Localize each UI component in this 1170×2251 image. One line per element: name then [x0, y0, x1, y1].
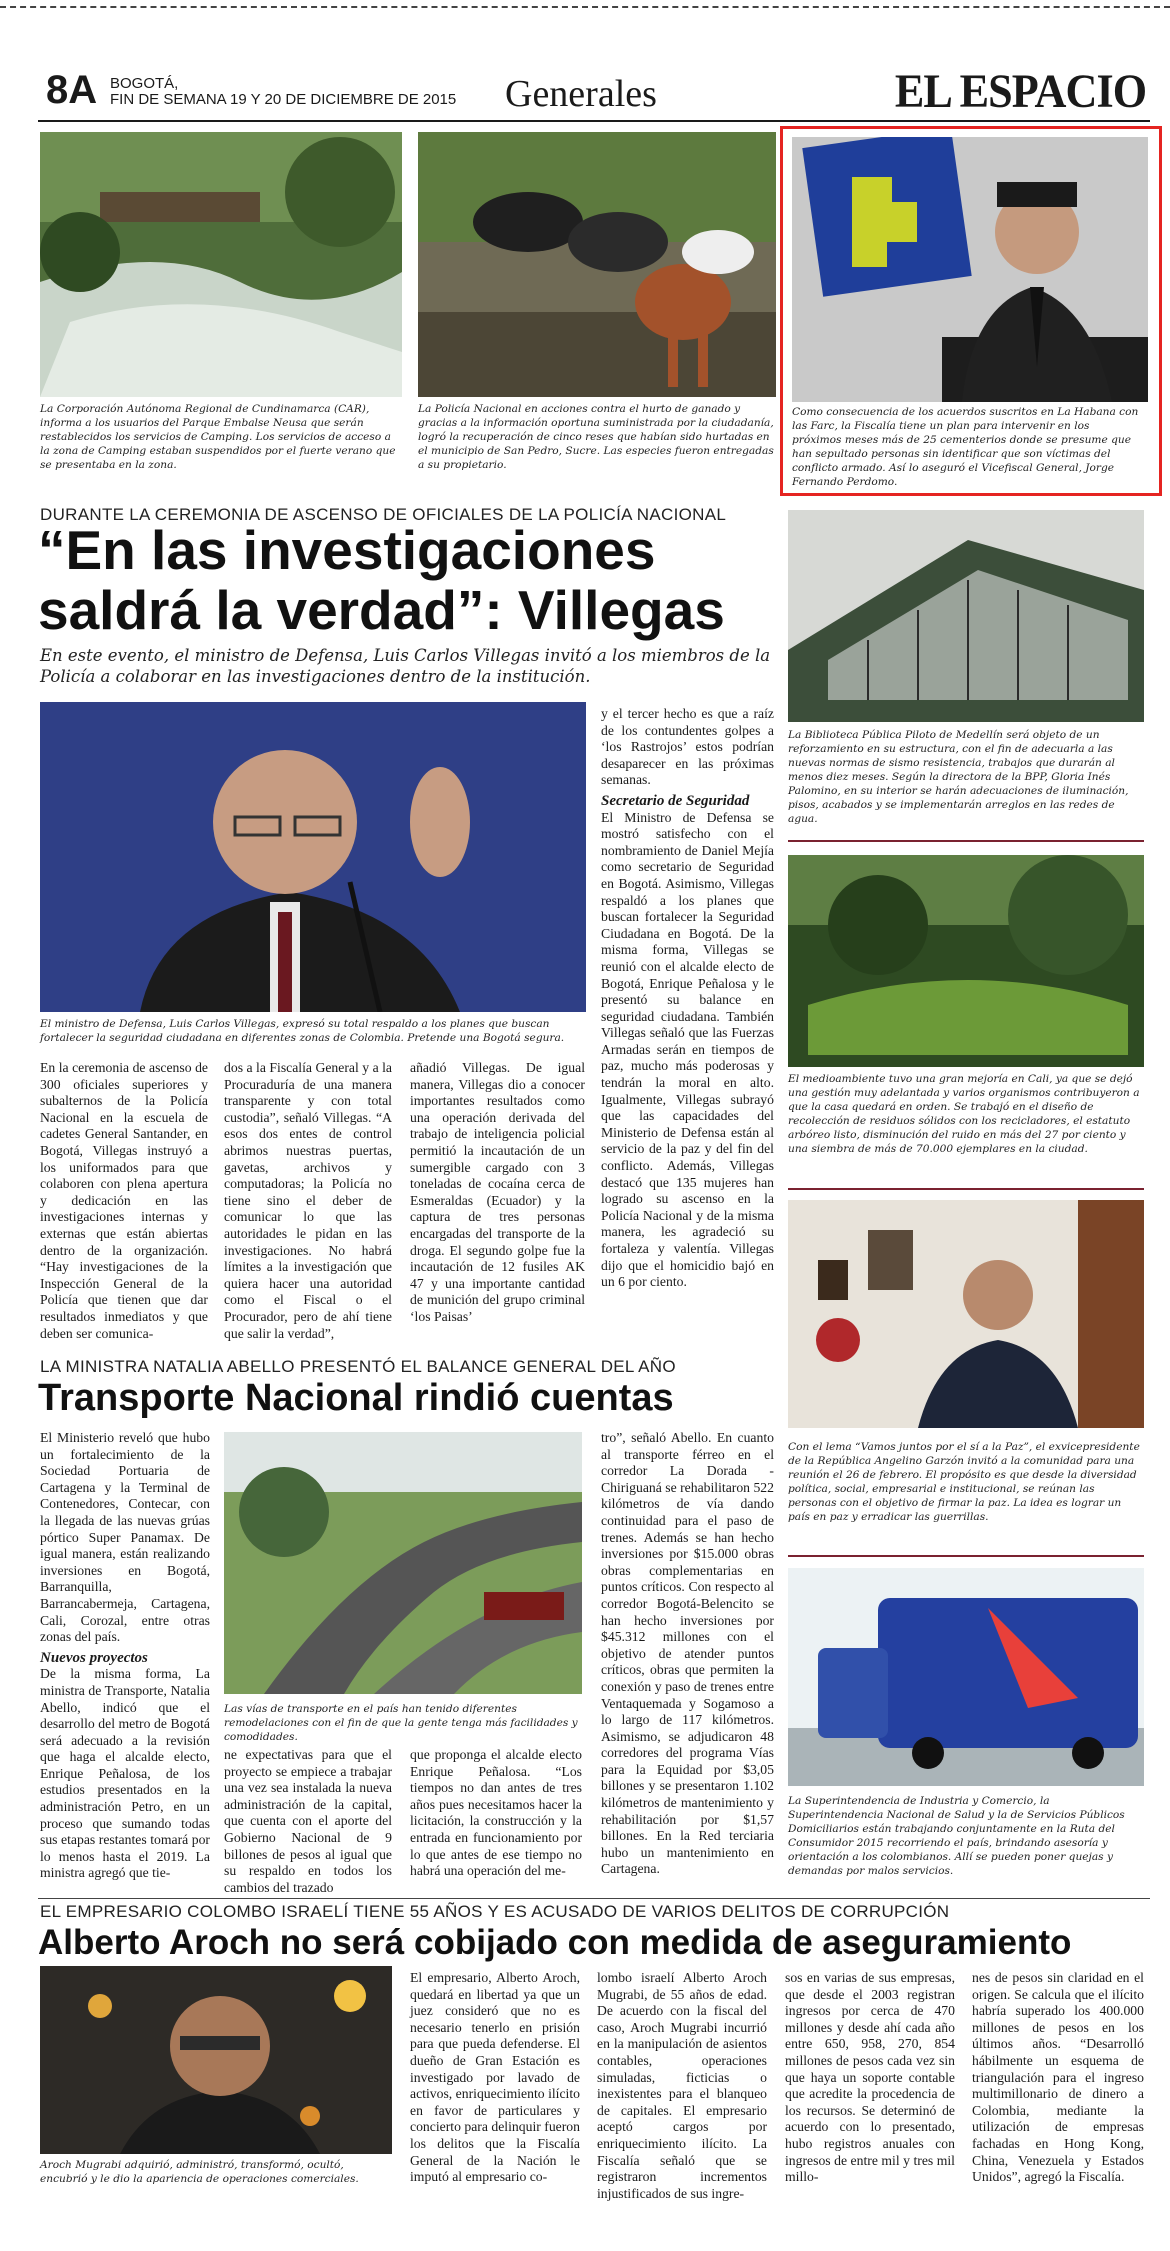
article2-col3: que proponga el alcalde electo Enrique Peñalosa. “Los tiempos no dan antes de tres años pues necesitamos hacer la licitación, la construcción y la entrada en funcionamiento por lo que antes de ese tiempo no habrá una operación del me- [410, 1747, 582, 1879]
photo-aroch [40, 1966, 392, 2154]
article1-col4-body: El Ministro de Defensa se mostró satisfecho con el nombramiento de Daniel Mejía como secretario de Seguridad en Bogotá. Asimismo, Villegas respaldó a los planes que buscan fortalecer la Seguridad Ciudadana en Bogotá. De la misma forma, Villegas se reunió con el alcalde electo de Bogotá, Enrique Peñalosa y le presentó su balance en seguridad ciudadana. También Villegas señaló que las Fuerzas Armadas serán en tiempos de paz, mucho más poderosas y tendrán la moral en alto. Igualmente, Villegas subrayó que las capacidades del Ministerio de Defensa están al servicio de la paz y del fin del conflicto. Además, Villegas destacó que 135 mujeres han logrado su ascenso en la Policía Nacional y de la misma manera, les agradeció su fortaleza y valentía. Villegas dijo que el homicidio bajó en un 6 por ciento. [601, 809, 774, 1290]
garzon-illustration [788, 1200, 1144, 1428]
edition-city: BOGOTÁ, [110, 75, 179, 92]
photo-river-camping [40, 132, 402, 397]
article2-col4: tro”, señaló Abello. En cuanto al transporte férreo en el corredor La Dorada -Chiriguaná se rehabilitaron 522 kilómetros de vía dando continuidad para el paso de trenes. Además se han hecho inversiones por $15.000 obras obras complementarias en puntos críticos. Con respecto al corredor Bogotá-Belencito se han hecho inversiones por $45.312 millones con el objetivo de atender puntos críticos, obras que permiten la conexión y paso de trenes entre Ventaquemada y Sogamoso a lo largo de 117 kilómetros. Asimismo, se adjudicaron 48 corredores del programa Vías para la Equidad por $3,05 billones y se presentaron 1.102 kilómetros de mantenimiento y rehabilitación por $1,57 billones. En la Red terciaria hubo un mantenimiento en Cartagena. [601, 1430, 774, 1877]
article1-col3: añadió Villegas. De igual manera, Villegas dio a conocer importantes resultados como una operación derivada del trabajo de inteligencia policial permitió la incautación de un sumergible cargado con 3 toneladas de cocaína cerca de Esmeraldas (Ecuador) y la captura de tres personas encargadas del transporte de la droga. El segundo golpe fue la incautación de 12 fusiles AK 47 y una importante cantidad de munición del grupo criminal ‘los Paisas’ [410, 1060, 585, 1324]
cattle-illustration [418, 132, 776, 397]
photo-villegas [40, 702, 586, 1012]
article1-headline-line1: “En las investigaciones [38, 519, 656, 581]
article2-col1-body-b: De la misma forma, La ministra de Transporte, Natalia Abello, indicó que el desarrollo del metro de Bogotá será adecuado a la revisión que haga el alcalde electo, Enrique Peñalosa, de los estudios presentados en la administración Petro, en un proceso que sumando todas sus etapas restantes tomará por lo menos hasta el 2019. La ministra agregó que tie- [40, 1666, 210, 1881]
park-illustration [788, 855, 1144, 1067]
library-illustration [788, 510, 1144, 722]
caption-villegas: El ministro de Defensa, Luis Carlos Villegas, expresó su total respaldo a los planes que buscan fortalecer la seguridad ciudadana en diferentes zonas de Colombia. Pretende una Bogotá segura. [40, 1018, 565, 1044]
article2-col1 [40, 1430, 210, 1882]
article1-headline-line2: saldrá la verdad”: Villegas [38, 579, 725, 641]
article1-deck: En este evento, el ministro de Defensa, Luis Carlos Villegas invitó a los miembros de la Policía a colaborar en las investigaciones dentro de la institución. [40, 646, 771, 686]
article1-col1: En la ceremonia de ascenso de 300 oficiales superiores y subalternos de la Policía Nacional en la escuela de cadetes General Santander, en Bogotá, Villegas instruyó a los uniformados para que colaboren con plena apertura y dedicación en las investigaciones internas y externas que están abiertas dentro de la organización. “Hay investigaciones de la Inspección General de la Policía que tienen que dar resultados inmediatos y que deben ser comunica- [40, 1060, 208, 1341]
sidebar-rule-1 [788, 840, 1144, 842]
caption-bus: La Superintendencia de Industria y Comercio, la Superintendencia Nacional de Salud y la de Servicios Públicos Domiciliarios están trabajando conjuntamente en la Ruta del Consumidor 2015 recorriendo el país, brindando asesoría y orientación a los colombianos. Allí se pueden poner quejas y demandas por malos servicios. [788, 1795, 1125, 1877]
article1-kicker: DURANTE LA CEREMONIA DE ASCENSO DE OFICIALES DE LA POLICÍA NACIONAL [40, 505, 727, 524]
header-rule [38, 120, 1150, 122]
article3-kicker: EL EMPRESARIO COLOMBO ISRAELÍ TIENE 55 AÑOS Y ES ACUSADO DE VARIOS DELITOS DE CORRUPCIÓN [40, 1902, 950, 1921]
article1-col4 [601, 706, 774, 1291]
article1-col2: dos a la Fiscalía General y a la Procuraduría de una manera transparente y con total custodia”, señaló Villegas. “A esos dos entes de control abrimos nuestras puertas, gavetas, archivos y computadoras; la Policía no tiene sino el deber de comunicar lo que las autoridades le pidan en las investigaciones. No habrá límites a la investigación que quiera hacer una autoridad como el Fiscal o el Procurador, pero de ahí tiene que salir la verdad”, [224, 1060, 392, 1341]
page-number: 8A [46, 68, 98, 112]
photo-cali-park [788, 855, 1144, 1067]
article3-col3: sos en varias de sus empresas, que desde el 2003 registran ingresos por cerca de 470 millones y desde ahí cada año entre 650, 958, 270, 854 millones de pesos cada vez sin que haya un soporte contable que acredite la procedencia de los recursos. Se determinó de acuerdo con lo presentado, hubo registros anuales con ingresos de entre mil y tres mil millo- [785, 1970, 955, 2185]
article2-subheading: Nuevos proyectos [40, 1649, 148, 1666]
villegas-illustration [40, 702, 586, 1012]
bus-illustration [788, 1568, 1144, 1786]
caption-aroch: Aroch Mugrabi adquirió, administró, transformó, ocultó, encubrió y le dio la apariencia de operaciones comerciales. [40, 2159, 359, 2185]
photo-highway [224, 1432, 582, 1694]
caption-library: La Biblioteca Pública Piloto de Medellín será objeto de un reforzamiento en su estructura, con el fin de adecuarla a las nuevas normas de sismo resistencia, trabajos que durarán al menos diez meses. Según la directora de la BPP, Gloria Inés Palomino, en su interior se harán adecuaciones de iluminación, pisos, acabados y se implementarán arreglos en las redes de agua. [788, 729, 1129, 825]
sidebar-rule-3 [788, 1555, 1144, 1557]
photo-cattle [418, 132, 776, 397]
caption-highway: Las vías de transporte en el país han tenido diferentes remodelaciones con el fin de que la gente tenga más facilidades y comodidades. [224, 1703, 578, 1743]
article1-subheading: Secretario de Seguridad [601, 792, 750, 809]
page-top-edge [0, 0, 1170, 8]
highway-illustration [224, 1432, 582, 1694]
photo-library [788, 510, 1144, 722]
article2-kicker: LA MINISTRA NATALIA ABELLO PRESENTÓ EL BALANCE GENERAL DEL AÑO [40, 1357, 676, 1376]
photo-garzon [788, 1200, 1144, 1428]
aroch-illustration [40, 1966, 392, 2154]
caption-cali-park: El medioambiente tuvo una gran mejoría en Cali, ya que se dejó una gestión muy adelantada y varios organismos contribuyeron a que la casa quedará en orden. Se trabajó en el diseño de recolección de residuos sólidos con los recicladores, el estatuto arbóreo listo, disminución del ruido en más del 27 por ciento y una siembra de más de 70.000 ejemplares en la ciudad. [788, 1073, 1140, 1155]
river-illustration [40, 132, 402, 397]
article3-col4: nes de pesos sin claridad en el origen. Se calcula que el ilícito habría superado los 400.000 millones de pesos en los últimos años. “Desarrolló hábilmente un esquema de triangulación para el ingreso multimillonario de dinero a Colombia, mediante la utilización de empresas fachadas en Hong Kong, China, Venezuela y Estados Unidos”, agregó la Fiscalía. [972, 1970, 1144, 2185]
article3-headline: Alberto Aroch no será cobijado con medida de aseguramiento [38, 1923, 1072, 1962]
section-title: Generales [505, 73, 657, 115]
article1-col4-top: y el tercer hecho es que a raíz de los contundentes golpes a ‘los Rastrojos’ estos podrían desaparecer en las próximas semanas. [601, 706, 774, 788]
photo-bus [788, 1568, 1144, 1786]
newspaper-brand: EL ESPACIO [894, 65, 1146, 118]
caption-garzon: Con el lema “Vamos juntos por el sí a la Paz”, el exvicepresidente de la República Angelino Garzón invitó a la comunidad para una reunión el 26 de febrero. El propósito es que desde la diversidad política, social, empresarial e institucional, se reúnan las personas con el objetivo de firmar la paz. La idea es lograr un país en paz y erradicar las guerrillas. [788, 1441, 1140, 1523]
caption-cattle: La Policía Nacional en acciones contra el hurto de ganado y gracias a la información oportuna suministrada por la ciudadanía, logró la recuperación de cinco reses que habían sido hurtadas en el municipio de San Pedro, Sucre. Las especies fueron entregadas a su propietario. [418, 403, 774, 471]
article2-col1-body: El Ministerio reveló que hubo un fortalecimiento de la Sociedad Portuaria de Cartagena y la Terminal de Contenedores, Contecar, con la llegada de las nuevas grúas pórtico Super Panamax. De igual manera, están realizando inversiones en Bogotá, Barranquilla, Barrancabermeja, Cartagena, Cali, Corozal, entre otras zonas del país. [40, 1430, 210, 1645]
article3-rule [38, 1898, 1150, 1899]
article2-col2: ne expectativas para que el proyecto se empiece a trabajar una vez sea instalada la nueva administración de la capital, que cuenta con el aporte del Gobierno Nacional de 9 billones de pesos al igual que su respaldo en todos los cambios del trazado [224, 1747, 392, 1895]
article2-headline: Transporte Nacional rindió cuentas [38, 1377, 674, 1419]
caption-river-camping: La Corporación Autónoma Regional de Cundinamarca (CAR), informa a los usuarios del Parque Embalse Neusa que serán restablecidos los servicios de Camping. Los servicios de acceso a la zona de Camping estaban suspendidos por el fuerte verano que se presentaba en la zona. [40, 403, 396, 471]
article3-col2: lombo israelí Alberto Aroch Mugrabi, de 55 años de edad. De acuerdo con la fiscal del caso, Aroch Mugrabi incurrió en la manipulación de asientos contables, operaciones simuladas, ficticias o inexistentes para el blanqueo de capitales. El empresario aceptó cargos por enriquecimiento ilícito. La Fiscalía señaló que se registraron incrementos injustificados de sus ingre- [597, 1970, 767, 2201]
sidebar-rule-2 [788, 1188, 1144, 1190]
edition-date [110, 76, 456, 108]
edition-date-text: FIN DE SEMANA 19 Y 20 DE DICIEMBRE DE 2015 [110, 91, 457, 108]
caption-vicefiscal: Como consecuencia de los acuerdos suscritos en La Habana con las Farc, la Fiscalía tiene un plan para intervenir en los próximos meses más de 25 cementerios donde se presume que han sepultado personas sin identificar que son víctimas del conflicto armado. Así lo aseguró el Vicefiscal General, Jorge Fernando Perdomo. [792, 406, 1139, 488]
article3-col1: El empresario, Alberto Aroch, quedará en libertad ya que un juez consideró que no es necesario tenerlo en prisión para que pueda defenderse. El dueño de Gran Estación es investigado por lavado de activos, enriquecimiento ilícito en favor de particulares y concierto para delinquir fueron los delitos que la Fiscalía General de la Nación le imputó al empresario co- [410, 1970, 580, 2185]
